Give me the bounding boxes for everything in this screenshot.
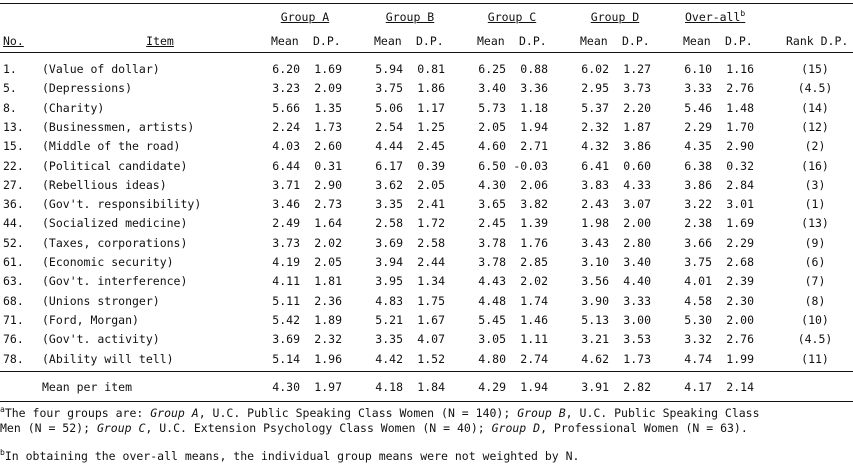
row-mean-b: 5.94 — [375, 62, 403, 76]
summary-mean-a: 4.30 — [272, 380, 300, 394]
row-item: (Taxes, corporations) — [42, 236, 188, 250]
row-dp-d: 3.73 — [623, 81, 651, 95]
row-dp-d: 3.86 — [623, 139, 651, 153]
footnote-group-c: Group C — [96, 421, 146, 435]
row-mean-c: 3.78 — [478, 255, 506, 269]
row-mean-b: 2.58 — [375, 216, 403, 230]
row-dp-a: 0.31 — [314, 159, 342, 173]
row-item: (Ford, Morgan) — [42, 313, 139, 327]
row-item: (Middle of the road) — [42, 139, 181, 153]
summary-dp-a: 1.97 — [314, 380, 342, 394]
row-dp-a: 1.64 — [314, 216, 342, 230]
row-dp-a: 2.36 — [314, 294, 342, 308]
row-rank: (9) — [804, 236, 826, 250]
row-mean-b: 3.75 — [375, 81, 403, 95]
row-dp-d: 1.87 — [623, 120, 651, 134]
row-dp-overall: 2.29 — [726, 236, 754, 250]
row-rank: (4.5) — [797, 81, 833, 95]
row-dp-d: 1.73 — [623, 352, 651, 366]
row-dp-c: 3.36 — [520, 81, 548, 95]
row-dp-c: 1.74 — [520, 294, 548, 308]
row-mean-overall: 3.22 — [684, 197, 712, 211]
row-mean-a: 4.03 — [272, 139, 300, 153]
row-dp-d: 3.00 — [623, 313, 651, 327]
row-dp-a: 2.02 — [314, 236, 342, 250]
row-dp-a: 2.90 — [314, 178, 342, 192]
row-dp-b: 2.45 — [417, 139, 445, 153]
row-mean-a: 3.46 — [272, 197, 300, 211]
row-dp-c: 2.71 — [520, 139, 548, 153]
row-rank: (2) — [804, 139, 826, 153]
row-mean-a: 6.20 — [272, 62, 300, 76]
row-number: 71. — [3, 313, 24, 327]
row-dp-d: 3.53 — [623, 332, 651, 346]
row-mean-c: 3.40 — [478, 81, 506, 95]
footnote-a-text: , Professional Women (N = 63). — [540, 421, 748, 435]
footnote-a-text: , U.C. Public Speaking Class Women (N = 140); — [198, 406, 518, 420]
row-dp-c: 0.88 — [520, 62, 548, 76]
row-dp-c: 1.39 — [520, 216, 548, 230]
footnote-a-text: Men (N = 52); — [0, 421, 97, 435]
group-c-header: Group C — [487, 10, 537, 24]
row-mean-a: 5.11 — [272, 294, 300, 308]
row-mean-d: 3.83 — [581, 178, 609, 192]
footnote-a-mark: a — [0, 405, 5, 414]
row-dp-overall: 2.00 — [726, 313, 754, 327]
row-dp-overall: 1.70 — [726, 120, 754, 134]
row-mean-d: 2.32 — [581, 120, 609, 134]
row-dp-overall: 2.30 — [726, 294, 754, 308]
row-dp-d: 3.40 — [623, 255, 651, 269]
footnote-b-text: In obtaining the over-all means, the individual group means were not weighted by N. — [4, 449, 580, 463]
row-rank: (8) — [804, 294, 826, 308]
row-dp-b: 2.44 — [417, 255, 445, 269]
row-mean-a: 2.49 — [272, 216, 300, 230]
row-mean-c: 4.60 — [478, 139, 506, 153]
row-mean-overall: 6.10 — [684, 62, 712, 76]
row-mean-d: 3.90 — [581, 294, 609, 308]
row-dp-b: 2.41 — [417, 197, 445, 211]
row-item: (Gov't. responsibility) — [42, 197, 202, 211]
row-item: (Ability will tell) — [42, 352, 174, 366]
row-mean-a: 3.73 — [272, 236, 300, 250]
row-mean-overall: 5.46 — [684, 101, 712, 115]
row-item: (Political candidate) — [42, 159, 188, 173]
overall-header-label: Over-all — [685, 10, 741, 24]
row-rank: (7) — [804, 274, 826, 288]
row-dp-d: 2.00 — [623, 216, 651, 230]
row-dp-b: 2.58 — [417, 236, 445, 250]
row-mean-b: 4.44 — [375, 139, 403, 153]
row-mean-overall: 3.86 — [684, 178, 712, 192]
row-item: (Socialized medicine) — [42, 216, 188, 230]
row-dp-d: 1.27 — [623, 62, 651, 76]
summary-dp-c: 1.94 — [520, 380, 548, 394]
row-mean-d: 1.98 — [581, 216, 609, 230]
header-rule — [0, 52, 853, 53]
row-rank: (11) — [801, 352, 829, 366]
row-mean-b: 3.94 — [375, 255, 403, 269]
row-dp-c: 1.94 — [520, 120, 548, 134]
row-dp-overall: 0.32 — [726, 159, 754, 173]
summary-mean-c: 4.29 — [478, 380, 506, 394]
row-mean-overall: 4.74 — [684, 352, 712, 366]
row-dp-c: 2.74 — [520, 352, 548, 366]
row-dp-overall: 2.76 — [726, 81, 754, 95]
row-number: 1. — [3, 62, 17, 76]
row-mean-overall: 2.38 — [684, 216, 712, 230]
row-item: (Businessmen, artists) — [42, 120, 195, 134]
group-a-header: Group A — [280, 10, 330, 24]
row-mean-overall: 3.32 — [684, 332, 712, 346]
row-dp-b: 1.75 — [417, 294, 445, 308]
row-dp-d: 3.33 — [623, 294, 651, 308]
row-rank: (6) — [804, 255, 826, 269]
row-mean-a: 3.23 — [272, 81, 300, 95]
row-dp-overall: 1.16 — [726, 62, 754, 76]
footnote-b-mark: b — [0, 448, 5, 457]
summary-mean-d: 3.91 — [581, 380, 609, 394]
row-mean-a: 4.11 — [272, 274, 300, 288]
row-dp-b: 1.86 — [417, 81, 445, 95]
row-dp-overall: 1.69 — [726, 216, 754, 230]
row-mean-c: 2.45 — [478, 216, 506, 230]
row-mean-b: 3.62 — [375, 178, 403, 192]
row-mean-b: 5.06 — [375, 101, 403, 115]
mean-header-d: Mean — [580, 34, 608, 48]
row-dp-overall: 3.01 — [726, 197, 754, 211]
row-mean-a: 4.19 — [272, 255, 300, 269]
row-mean-d: 5.37 — [581, 101, 609, 115]
row-mean-a: 5.42 — [272, 313, 300, 327]
row-dp-overall: 2.39 — [726, 274, 754, 288]
row-mean-d: 3.21 — [581, 332, 609, 346]
row-mean-c: 5.45 — [478, 313, 506, 327]
footnote-group-b: Group B — [517, 406, 566, 420]
footnote-a-text: , U.C. Extension Psychology Class Women (N = 40); — [145, 421, 492, 435]
row-mean-c: 4.80 — [478, 352, 506, 366]
row-rank: (12) — [801, 120, 829, 134]
mean-header-b: Mean — [374, 34, 402, 48]
row-dp-b: 1.17 — [417, 101, 445, 115]
row-mean-d: 3.10 — [581, 255, 609, 269]
row-mean-overall: 3.33 — [684, 81, 712, 95]
row-dp-c: 1.76 — [520, 236, 548, 250]
no-header: No. — [3, 34, 24, 48]
row-mean-overall: 6.38 — [684, 159, 712, 173]
row-rank: (3) — [804, 178, 826, 192]
row-rank: (15) — [801, 62, 829, 76]
row-mean-c: 3.78 — [478, 236, 506, 250]
footnote-a-text: The four groups are: — [4, 406, 151, 420]
row-mean-b: 6.17 — [375, 159, 403, 173]
row-mean-overall: 4.01 — [684, 274, 712, 288]
row-mean-d: 5.13 — [581, 313, 609, 327]
row-number: 68. — [3, 294, 24, 308]
dp-header-b: D.P. — [416, 34, 444, 48]
row-number: 44. — [3, 216, 24, 230]
row-rank: (1) — [804, 197, 826, 211]
row-dp-b: 0.39 — [417, 159, 445, 173]
row-mean-a: 5.66 — [272, 101, 300, 115]
footnote-group-d: Group D — [491, 421, 541, 435]
row-item: (Depressions) — [42, 81, 133, 95]
row-dp-overall: 1.48 — [726, 101, 754, 115]
footnote-group-a: Group A — [150, 406, 199, 420]
dp-header-c: D.P. — [519, 34, 547, 48]
row-mean-d: 2.95 — [581, 81, 609, 95]
row-dp-c: 2.02 — [520, 274, 548, 288]
row-dp-b: 1.72 — [417, 216, 445, 230]
row-mean-b: 3.95 — [375, 274, 403, 288]
row-dp-a: 1.89 — [314, 313, 342, 327]
footnote-a-text: , U.C. Public Speaking Class — [565, 406, 760, 420]
row-number: 22. — [3, 159, 24, 173]
row-mean-c: 6.25 — [478, 62, 506, 76]
row-dp-b: 2.05 — [417, 178, 445, 192]
row-dp-d: 3.07 — [623, 197, 651, 211]
group-d-header: Group D — [590, 10, 640, 24]
row-mean-overall: 3.75 — [684, 255, 712, 269]
row-number: 15. — [3, 139, 24, 153]
row-dp-a: 2.09 — [314, 81, 342, 95]
row-dp-overall: 2.76 — [726, 332, 754, 346]
row-mean-c: 2.05 — [478, 120, 506, 134]
row-dp-c: 2.85 — [520, 255, 548, 269]
mean-header-a: Mean — [271, 34, 299, 48]
row-mean-overall: 4.58 — [684, 294, 712, 308]
row-item: (Economic security) — [42, 255, 174, 269]
row-mean-d: 3.56 — [581, 274, 609, 288]
dp-header-a: D.P. — [313, 34, 341, 48]
summary-label: Mean per item — [42, 380, 133, 394]
row-dp-overall: 2.68 — [726, 255, 754, 269]
row-number: 63. — [3, 274, 24, 288]
row-rank: (13) — [801, 216, 829, 230]
summary-mean-b: 4.18 — [375, 380, 403, 394]
row-dp-a: 1.69 — [314, 62, 342, 76]
row-rank: (4.5) — [797, 332, 833, 346]
row-mean-b: 3.69 — [375, 236, 403, 250]
row-number: 27. — [3, 178, 24, 192]
row-dp-d: 0.60 — [623, 159, 651, 173]
row-item: (Charity) — [42, 101, 105, 115]
row-dp-d: 4.40 — [623, 274, 651, 288]
summary-mean-overall: 4.17 — [684, 380, 712, 394]
summary-rule — [0, 371, 853, 372]
row-mean-a: 2.24 — [272, 120, 300, 134]
row-item: (Gov't. interference) — [42, 274, 188, 288]
row-dp-b: 1.67 — [417, 313, 445, 327]
row-mean-c: 4.48 — [478, 294, 506, 308]
row-number: 61. — [3, 255, 24, 269]
row-dp-c: 2.06 — [520, 178, 548, 192]
rank-header: Rank D.P. — [786, 34, 849, 48]
footnote-a-line1 — [0, 406, 760, 420]
row-dp-b: 1.52 — [417, 352, 445, 366]
summary-dp-b: 1.84 — [417, 380, 445, 394]
row-mean-overall: 4.35 — [684, 139, 712, 153]
row-mean-c: 3.65 — [478, 197, 506, 211]
row-number: 76. — [3, 332, 24, 346]
row-mean-c: 3.05 — [478, 332, 506, 346]
row-mean-d: 4.62 — [581, 352, 609, 366]
row-number: 8. — [3, 101, 17, 115]
row-dp-a: 1.96 — [314, 352, 342, 366]
row-dp-c: 1.11 — [520, 332, 548, 346]
row-mean-a: 6.44 — [272, 159, 300, 173]
row-mean-a: 3.71 — [272, 178, 300, 192]
row-mean-c: 4.43 — [478, 274, 506, 288]
row-number: 36. — [3, 197, 24, 211]
row-mean-b: 5.21 — [375, 313, 403, 327]
row-mean-overall: 2.29 — [684, 120, 712, 134]
row-dp-c: 1.18 — [520, 101, 548, 115]
row-dp-a: 2.73 — [314, 197, 342, 211]
row-dp-a: 2.32 — [314, 332, 342, 346]
row-mean-a: 3.69 — [272, 332, 300, 346]
summary-dp-d: 2.82 — [623, 380, 651, 394]
row-dp-b: 1.34 — [417, 274, 445, 288]
bottom-rule — [0, 401, 853, 402]
row-number: 52. — [3, 236, 24, 250]
row-number: 78. — [3, 352, 24, 366]
row-mean-d: 2.43 — [581, 197, 609, 211]
row-number: 5. — [3, 81, 17, 95]
item-header: Item — [146, 34, 174, 48]
row-dp-b: 0.81 — [417, 62, 445, 76]
row-dp-c: -0.03 — [513, 159, 548, 173]
row-dp-a: 1.81 — [314, 274, 342, 288]
row-mean-d: 6.02 — [581, 62, 609, 76]
row-mean-b: 4.83 — [375, 294, 403, 308]
row-dp-a: 2.05 — [314, 255, 342, 269]
mean-header-c: Mean — [477, 34, 505, 48]
top-rule — [0, 3, 853, 4]
row-item: (Rebellious ideas) — [42, 178, 167, 192]
row-mean-overall: 3.66 — [684, 236, 712, 250]
footnote-b — [0, 449, 580, 463]
row-mean-a: 5.14 — [272, 352, 300, 366]
overall-header — [685, 10, 745, 24]
dp-header-d: D.P. — [622, 34, 650, 48]
row-mean-b: 3.35 — [375, 197, 403, 211]
row-mean-d: 6.41 — [581, 159, 609, 173]
row-dp-overall: 2.90 — [726, 139, 754, 153]
overall-footnote-mark: b — [740, 9, 746, 18]
row-mean-d: 4.32 — [581, 139, 609, 153]
summary-dp-overall: 2.14 — [726, 380, 754, 394]
footnote-a-line2 — [0, 421, 748, 435]
row-dp-overall: 2.84 — [726, 178, 754, 192]
row-mean-d: 3.43 — [581, 236, 609, 250]
row-dp-overall: 1.99 — [726, 352, 754, 366]
row-mean-c: 5.73 — [478, 101, 506, 115]
row-rank: (16) — [801, 159, 829, 173]
row-dp-b: 1.25 — [417, 120, 445, 134]
row-dp-c: 3.82 — [520, 197, 548, 211]
group-b-header: Group B — [385, 10, 435, 24]
row-number: 13. — [3, 120, 24, 134]
dp-header-overall: D.P. — [725, 34, 753, 48]
row-dp-a: 1.73 — [314, 120, 342, 134]
row-mean-b: 2.54 — [375, 120, 403, 134]
row-rank: (14) — [801, 101, 829, 115]
row-item: (Gov't. activity) — [42, 332, 160, 346]
row-mean-overall: 5.30 — [684, 313, 712, 327]
row-mean-c: 4.30 — [478, 178, 506, 192]
row-dp-d: 2.20 — [623, 101, 651, 115]
row-item: (Value of dollar) — [42, 62, 160, 76]
row-item: (Unions stronger) — [42, 294, 160, 308]
row-mean-c: 6.50 — [478, 159, 506, 173]
row-mean-b: 4.42 — [375, 352, 403, 366]
row-dp-a: 1.35 — [314, 101, 342, 115]
row-dp-d: 4.33 — [623, 178, 651, 192]
row-dp-b: 4.07 — [417, 332, 445, 346]
row-dp-c: 1.46 — [520, 313, 548, 327]
row-rank: (10) — [801, 313, 829, 327]
row-dp-a: 2.60 — [314, 139, 342, 153]
mean-header-overall: Mean — [683, 34, 711, 48]
row-mean-b: 3.35 — [375, 332, 403, 346]
row-dp-d: 2.80 — [623, 236, 651, 250]
